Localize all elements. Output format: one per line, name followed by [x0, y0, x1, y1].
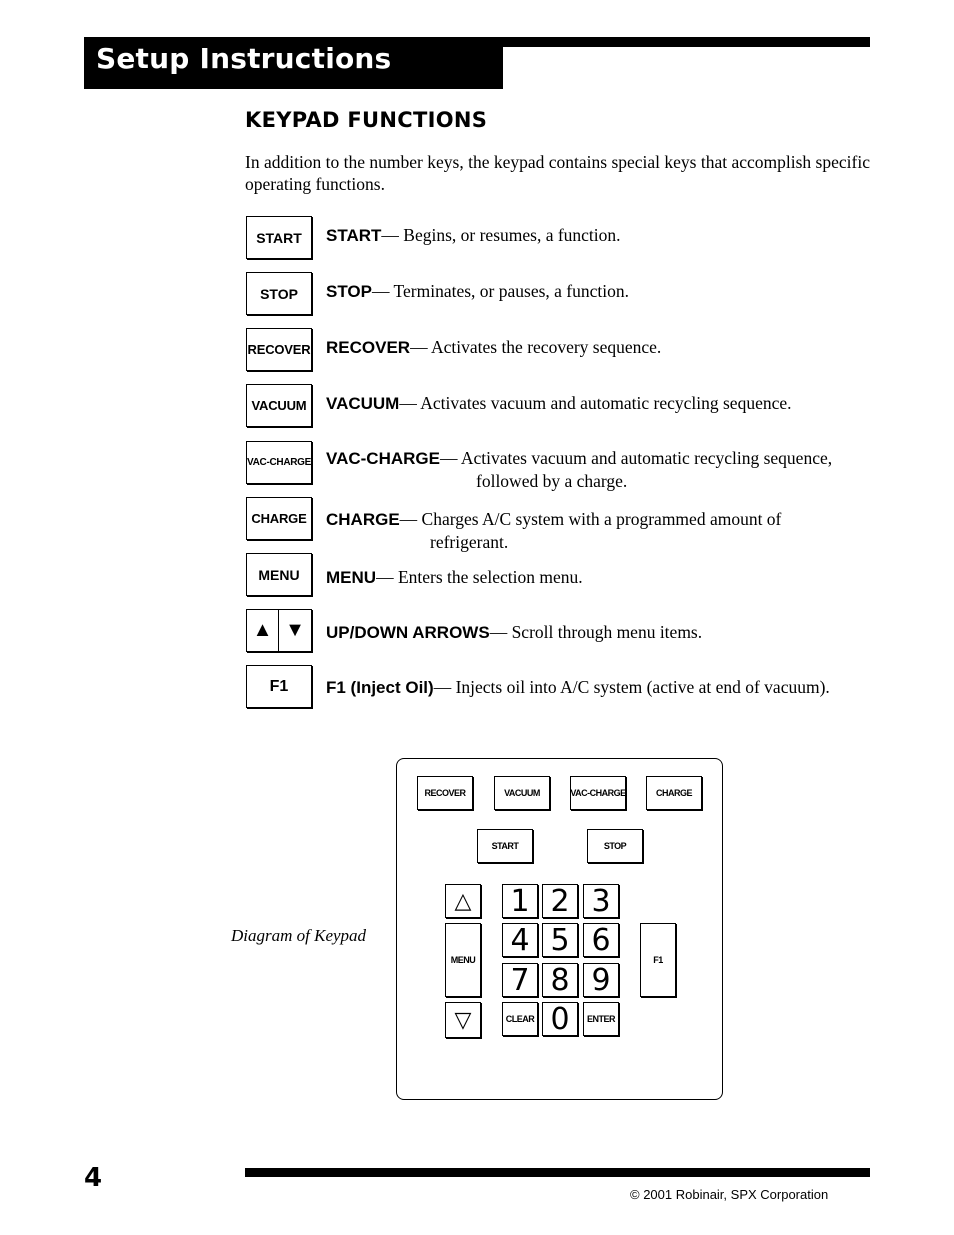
diagram-enter-key: ENTER — [583, 1002, 619, 1036]
key-description — [326, 508, 876, 553]
key-description — [326, 447, 876, 492]
diagram-charge-key: CHARGE — [646, 776, 702, 810]
diagram-f1-key: F1 — [640, 923, 676, 997]
key-name: MENU — [326, 568, 377, 587]
f1-key-illustration: F1 — [246, 665, 312, 708]
diagram-clear-key: CLEAR — [502, 1002, 538, 1036]
charge-key-illustration: CHARGE — [246, 497, 312, 540]
key-desc-text: — Charges A/C system with a programmed amount of — [399, 509, 782, 529]
key-name: START — [326, 226, 382, 245]
diagram-number-key: 0 — [542, 1002, 578, 1036]
diagram-number-key: 7 — [502, 963, 538, 997]
key-desc-text: — Activates the recovery sequence. — [410, 337, 662, 357]
key-description — [326, 280, 876, 303]
diagram-number-key: 1 — [502, 884, 538, 918]
key-name: CHARGE — [326, 510, 400, 529]
key-desc-text: — Activates vacuum and automatic recycling sequence. — [399, 393, 792, 413]
key-desc-text: — Injects oil into A/C system (active at end of vacuum). — [433, 677, 830, 697]
keypad-diagram — [396, 758, 723, 1100]
key-name: VAC-CHARGE — [326, 449, 440, 468]
key-desc-text: — Terminates, or pauses, a function. — [371, 281, 629, 301]
key-desc-text: — Begins, or resumes, a function. — [381, 225, 621, 245]
key-description — [326, 621, 876, 644]
diagram-number-key: 5 — [542, 923, 578, 957]
key-desc-text: — Enters the selection menu. — [376, 567, 583, 587]
recover-key-illustration: RECOVER — [246, 328, 312, 371]
page-number: 4 — [84, 1163, 103, 1193]
key-desc-continuation: refrigerant. — [430, 532, 509, 552]
diagram-menu-key: MENU — [445, 923, 481, 997]
intro-paragraph: In addition to the number keys, the keypad contains special keys that accomplish specific operating functions. — [245, 152, 870, 194]
diagram-number-key: 3 — [583, 884, 619, 918]
key-desc-text: — Activates vacuum and automatic recycling sequence, — [439, 448, 833, 468]
arrow-keys-illustration — [246, 609, 312, 652]
vac-charge-key-illustration: VAC-CHARGE — [246, 441, 312, 484]
footer-rule — [245, 1168, 870, 1177]
diagram-vacuum-key: VACUUM — [494, 776, 550, 810]
key-name: UP/DOWN ARROWS — [326, 623, 490, 642]
key-description — [326, 566, 876, 589]
diagram-number-key: 2 — [542, 884, 578, 918]
key-name: STOP — [326, 282, 372, 301]
key-description — [326, 392, 876, 415]
diagram-stop-key: STOP — [587, 829, 643, 863]
vacuum-key-illustration: VACUUM — [246, 384, 312, 427]
page-title: Setup Instructions — [96, 42, 392, 75]
diagram-up-arrow-icon: △ — [445, 884, 481, 918]
menu-key-illustration: MENU — [246, 553, 312, 596]
key-description — [326, 676, 876, 699]
section-heading: KEYPAD FUNCTIONS — [245, 108, 488, 132]
key-name: F1 (Inject Oil) — [326, 678, 434, 697]
stop-key-illustration: STOP — [246, 272, 312, 315]
down-arrow-icon: ▼ — [285, 619, 305, 641]
diagram-vac-charge-key: VAC-CHARGE — [570, 776, 626, 810]
key-name: RECOVER — [326, 338, 411, 357]
key-desc-text: — Scroll through menu items. — [489, 622, 703, 642]
key-description — [326, 336, 876, 359]
diagram-number-key: 9 — [583, 963, 619, 997]
key-name: VACUUM — [326, 394, 400, 413]
diagram-start-key: START — [477, 829, 533, 863]
key-description — [326, 224, 876, 247]
up-arrow-icon: ▲ — [247, 610, 279, 651]
copyright-notice: © 2001 Robinair, SPX Corporation — [630, 1187, 829, 1202]
diagram-recover-key: RECOVER — [417, 776, 473, 810]
start-key-illustration: START — [246, 216, 312, 259]
diagram-number-key: 6 — [583, 923, 619, 957]
diagram-number-key: 8 — [542, 963, 578, 997]
diagram-number-key: 4 — [502, 923, 538, 957]
key-desc-continuation: followed by a charge. — [476, 471, 628, 491]
diagram-down-arrow-icon: ▽ — [445, 1002, 481, 1038]
diagram-caption: Diagram of Keypad — [231, 926, 367, 945]
